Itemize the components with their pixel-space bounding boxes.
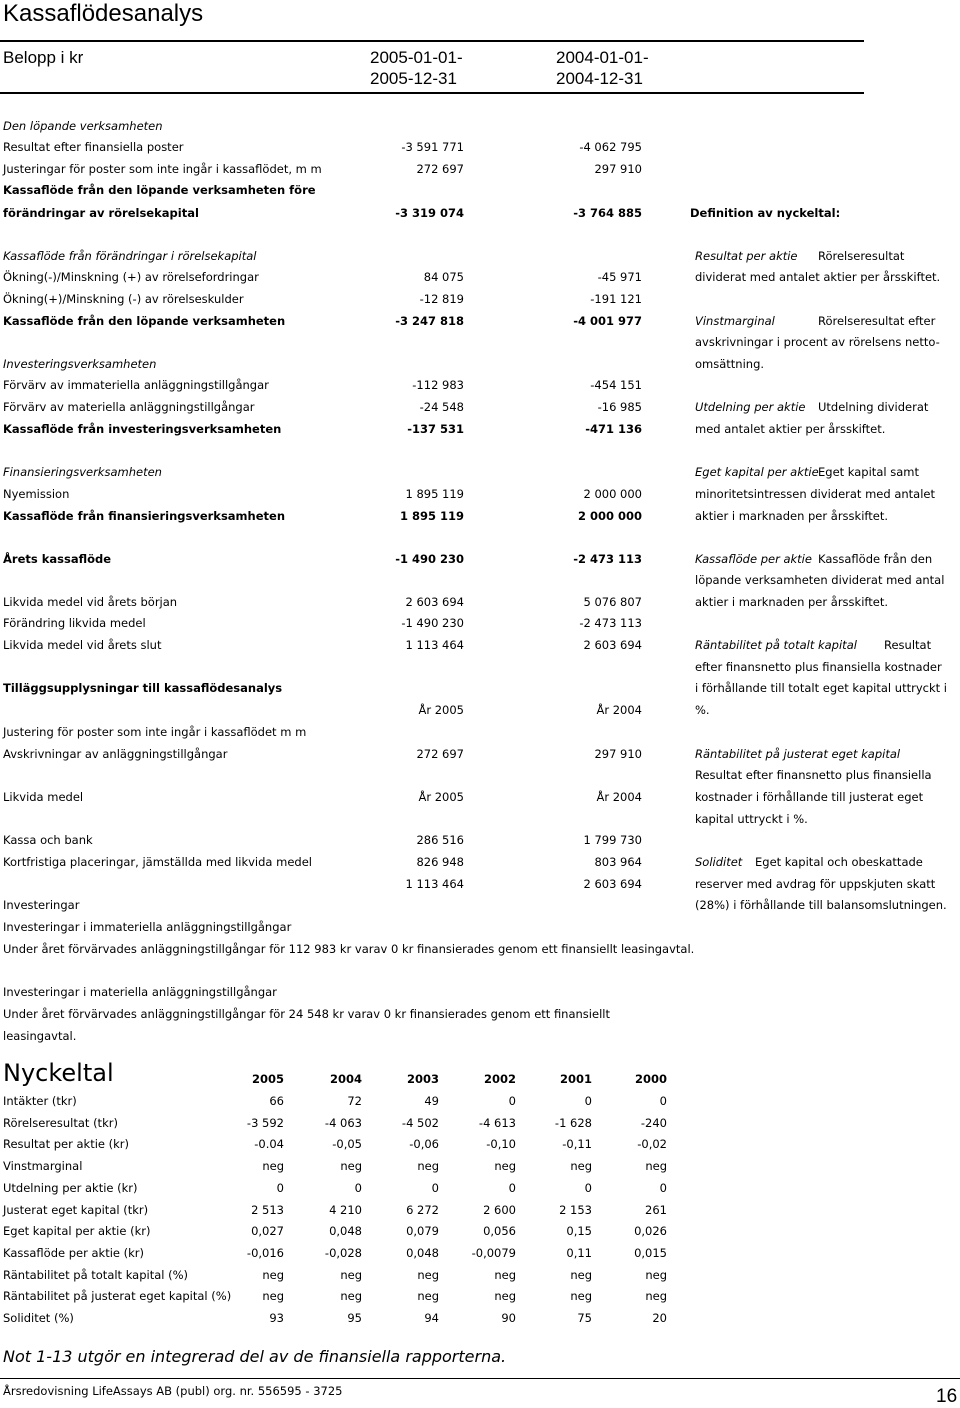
key-figure-value: neg xyxy=(417,1267,439,1282)
value-2005: -24 548 xyxy=(419,400,464,414)
value-2005: År 2005 xyxy=(418,790,464,804)
row-label: Finansieringsverksamheten xyxy=(3,465,162,479)
row-label: Tilläggsupplysningar till kassaflödesanalys xyxy=(3,681,283,695)
key-figure-value: neg xyxy=(417,1289,439,1304)
key-figure-value: 93 xyxy=(269,1311,284,1325)
row-label: Investeringar i materiella anläggningstillgångar xyxy=(3,985,277,999)
definition-text: Vinstmarginal xyxy=(695,314,775,328)
header-rule xyxy=(0,92,864,94)
row-label: Likvida medel xyxy=(3,790,84,804)
value-2004: -4 001 977 xyxy=(573,314,642,328)
key-figure-label: Intäkter (tkr) xyxy=(3,1094,77,1108)
key-figure-value: 0 xyxy=(508,1094,516,1108)
key-figure-value: 6 272 xyxy=(406,1202,439,1217)
key-figure-value: 95 xyxy=(347,1311,362,1325)
definition-text: löpande verksamheten dividerat med antal xyxy=(695,573,945,587)
key-figure-value: -3 592 xyxy=(246,1115,284,1130)
value-2005: -1 490 230 xyxy=(401,616,464,630)
row-label: Avskrivningar av anläggningstillgångar xyxy=(3,747,228,761)
period-2005-start: 2005-01-01- xyxy=(370,48,463,67)
page-title: Kassaflödesanalys xyxy=(3,0,204,27)
notes-statement: Not 1-13 utgör en integrerad del av de finansiella rapporterna. xyxy=(3,1347,507,1366)
value-2005: 826 948 xyxy=(416,855,464,869)
key-figure-value: 0,026 xyxy=(634,1224,667,1239)
key-figure-value: neg xyxy=(262,1267,284,1282)
key-figure-value: -4 613 xyxy=(478,1115,516,1130)
definition-text: Resultat xyxy=(884,638,932,652)
key-figure-value: neg xyxy=(645,1267,667,1282)
definition-text: Resultat per aktie xyxy=(695,249,798,263)
value-2004: År 2004 xyxy=(596,790,642,804)
column-label: Belopp i kr xyxy=(3,48,84,67)
value-2005: -3 247 818 xyxy=(395,314,464,328)
key-figure-value: 0 xyxy=(354,1180,362,1195)
value-2004: 297 910 xyxy=(594,162,642,176)
definition-text: aktier i marknaden per årsskiftet. xyxy=(695,595,888,609)
value-2005: 84 075 xyxy=(423,270,464,284)
key-figure-label: Rörelseresultat (tkr) xyxy=(3,1115,118,1130)
definition-text: reserver med avdrag för uppskjuten skatt xyxy=(695,877,936,891)
row-label: Kortfristiga placeringar, jämställda med likvida medel xyxy=(3,855,312,869)
definition-text: avskrivningar i procent av rörelsens netto- xyxy=(695,335,940,349)
row-label: Kassaflöde från den löpande verksamheten xyxy=(3,314,286,328)
row-label: Kassaflöde från finansieringsverksamheten xyxy=(3,509,286,523)
value-2005: 272 697 xyxy=(416,747,464,761)
value-2004: -2 473 113 xyxy=(573,552,642,566)
key-figure-value: -0,0079 xyxy=(471,1245,516,1260)
row-label: Justeringar för poster som inte ingår i kassaflödet, m m xyxy=(3,162,322,176)
key-figure-value: 72 xyxy=(347,1094,362,1108)
key-figure-value: 0 xyxy=(659,1094,667,1108)
key-figure-value: 0,027 xyxy=(251,1224,284,1239)
key-figure-value: 0 xyxy=(508,1180,516,1195)
row-label: Årets kassaflöde xyxy=(3,552,112,566)
footer-rule xyxy=(0,1378,960,1379)
key-figure-value: 0 xyxy=(584,1094,592,1108)
value-2004: 2 000 000 xyxy=(577,509,642,523)
key-figure-value: neg xyxy=(417,1159,439,1174)
value-2004: 2 603 694 xyxy=(583,638,642,652)
key-figure-value: 49 xyxy=(424,1094,439,1108)
key-figure-label: Soliditet (%) xyxy=(3,1311,74,1325)
definition-text: (28%) i förhållande till balansomslutningen. xyxy=(695,898,947,912)
value-2005: -137 531 xyxy=(407,422,464,436)
year-header: 2002 xyxy=(483,1072,516,1086)
year-header: 2003 xyxy=(406,1072,439,1086)
key-figure-label: Resultat per aktie (kr) xyxy=(3,1137,130,1152)
definition-text: Kassaflöde per aktie xyxy=(695,552,812,566)
definition-text: Utdelning per aktie xyxy=(695,400,806,414)
definition-text: efter finansnetto plus finansiella kostnader xyxy=(695,660,942,674)
key-figure-value: -0,06 xyxy=(409,1137,439,1152)
key-figure-value: neg xyxy=(262,1289,284,1304)
row-label: Investeringsverksamheten xyxy=(3,357,157,371)
period-2005-end: 2005-12-31 xyxy=(370,69,457,88)
key-figure-value: neg xyxy=(340,1159,362,1174)
row-label: Investeringar xyxy=(3,898,80,912)
definition-text: kapital uttryckt i %. xyxy=(695,812,808,826)
key-figure-label: Eget kapital per aktie (kr) xyxy=(3,1224,151,1239)
key-figure-value: neg xyxy=(645,1159,667,1174)
nyckeltal-title: Nyckeltal xyxy=(3,1059,114,1087)
key-figure-value: 0,11 xyxy=(566,1245,592,1260)
key-figure-value: -1 628 xyxy=(554,1115,592,1130)
key-figure-value: 0 xyxy=(431,1180,439,1195)
key-figure-value: -4 502 xyxy=(401,1115,439,1130)
value-2005: -3 319 074 xyxy=(395,206,464,220)
page-number: 16 xyxy=(936,1386,958,1407)
key-figure-value: -0,02 xyxy=(637,1137,667,1152)
definition-text: dividerat med antalet aktier per årsskiftet. xyxy=(695,270,941,284)
key-figure-value: 0,015 xyxy=(634,1245,667,1260)
key-figure-value: 75 xyxy=(577,1311,592,1325)
value-2004: -471 136 xyxy=(585,422,642,436)
key-figure-value: 20 xyxy=(652,1311,667,1325)
value-2004: -191 121 xyxy=(590,292,642,306)
value-2005: 1 895 119 xyxy=(399,509,464,523)
period-2004-start: 2004-01-01- xyxy=(556,48,649,67)
value-2004: -16 985 xyxy=(597,400,642,414)
key-figure-value: 2 600 xyxy=(483,1202,516,1217)
value-2004: -4 062 795 xyxy=(579,140,642,154)
row-label: Kassaflöde från förändringar i rörelsekapital xyxy=(3,249,257,263)
key-figure-value: neg xyxy=(570,1267,592,1282)
value-2004: 2 000 000 xyxy=(583,487,642,501)
row-label: Ökning(-)/Minskning (+) av rörelsefordringar xyxy=(3,270,259,284)
row-label: Justering för poster som inte ingår i kassaflödet m m xyxy=(3,725,307,739)
value-2005: 1 113 464 xyxy=(405,638,464,652)
key-figure-label: Justerat eget kapital (tkr) xyxy=(3,1202,149,1217)
definition-text: Kassaflöde från den xyxy=(818,552,933,566)
key-figure-label: Kassaflöde per aktie (kr) xyxy=(3,1245,144,1260)
year-header: 2001 xyxy=(559,1072,592,1086)
key-figure-label: Räntabilitet på justerat eget kapital (%) xyxy=(3,1289,232,1304)
row-label: Ökning(+)/Minskning (-) av rörelseskulder xyxy=(3,292,244,306)
key-figure-value: 0 xyxy=(659,1180,667,1195)
year-header: 2004 xyxy=(329,1072,362,1086)
definition-text: kostnader i förhållande till justerat eget xyxy=(695,790,924,804)
key-figure-value: 261 xyxy=(645,1202,667,1217)
row-label: Förvärv av materiella anläggningstillgångar xyxy=(3,400,255,414)
definition-text: minoritetsintressen dividerat med antalet xyxy=(695,487,935,501)
title-rule xyxy=(0,40,864,42)
year-header: 2000 xyxy=(634,1072,667,1086)
definition-text: Eget kapital och obeskattade xyxy=(755,855,923,869)
key-figure-value: -240 xyxy=(640,1115,667,1130)
value-2005: -1 490 230 xyxy=(395,552,464,566)
definition-text: omsättning. xyxy=(695,357,765,371)
value-2004: 297 910 xyxy=(594,747,642,761)
row-label: Kassaflöde från investeringsverksamheten xyxy=(3,422,282,436)
definition-text: Definition av nyckeltal: xyxy=(690,206,841,220)
key-figure-value: 94 xyxy=(424,1311,439,1325)
definition-text: Soliditet xyxy=(695,855,743,869)
definition-text: Räntabilitet på justerat eget kapital xyxy=(695,747,901,761)
key-figure-value: -0,016 xyxy=(246,1245,284,1260)
key-figure-value: neg xyxy=(494,1289,516,1304)
value-2005: 286 516 xyxy=(416,833,464,847)
key-figure-value: neg xyxy=(645,1289,667,1304)
key-figure-value: 0 xyxy=(276,1180,284,1195)
row-label: Investeringar i immateriella anläggningstillgångar xyxy=(3,920,292,934)
value-2005: År 2005 xyxy=(418,703,464,717)
row-label: Kassaflöde från den löpande verksamheten före xyxy=(3,183,316,197)
value-2004: -45 971 xyxy=(597,270,642,284)
row-label: Den löpande verksamheten xyxy=(3,119,163,133)
key-figure-value: -0,10 xyxy=(486,1137,516,1152)
key-figure-label: Räntabilitet på totalt kapital (%) xyxy=(3,1267,189,1282)
value-2004: År 2004 xyxy=(596,703,642,717)
value-2004: -3 764 885 xyxy=(573,206,642,220)
row-label: Likvida medel vid årets slut xyxy=(3,638,162,652)
row-label: Likvida medel vid årets början xyxy=(3,595,178,609)
key-figure-value: 0,048 xyxy=(406,1245,439,1260)
value-2005: 272 697 xyxy=(416,162,464,176)
key-figure-value: neg xyxy=(570,1159,592,1174)
key-figure-value: neg xyxy=(570,1289,592,1304)
key-figure-value: neg xyxy=(494,1267,516,1282)
value-2005: -12 819 xyxy=(419,292,464,306)
key-figure-value: -4 063 xyxy=(324,1115,362,1130)
value-2004: 1 799 730 xyxy=(583,833,642,847)
key-figure-value: 0,056 xyxy=(483,1224,516,1239)
key-figure-value: 66 xyxy=(269,1094,284,1108)
key-figure-label: Vinstmarginal xyxy=(3,1159,83,1174)
key-figure-value: 0 xyxy=(584,1180,592,1195)
key-figure-value: -0.04 xyxy=(254,1137,284,1152)
value-2004: 803 964 xyxy=(594,855,642,869)
key-figure-value: neg xyxy=(494,1159,516,1174)
value-2005: 1 113 464 xyxy=(405,877,464,891)
key-figure-value: neg xyxy=(340,1289,362,1304)
definition-text: aktier i marknaden per årsskiftet. xyxy=(695,509,888,523)
definition-text: Eget kapital samt xyxy=(818,465,919,479)
row-label: Förändring likvida medel xyxy=(3,616,146,630)
key-figure-value: -0,028 xyxy=(324,1245,362,1260)
key-figure-value: 4 210 xyxy=(329,1202,362,1217)
definition-text: Räntabilitet på totalt kapital xyxy=(695,638,857,652)
row-label: förändringar av rörelsekapital xyxy=(3,206,199,220)
definition-text: i förhållande till totalt eget kapital uttryckt i xyxy=(695,681,947,695)
key-figure-value: 0,048 xyxy=(329,1224,362,1239)
value-2004: 5 076 807 xyxy=(583,595,642,609)
row-label: leasingavtal. xyxy=(3,1029,77,1043)
value-2004: 2 603 694 xyxy=(583,877,642,891)
row-label: Kassa och bank xyxy=(3,833,93,847)
value-2005: -112 983 xyxy=(412,378,464,392)
footer-company: Årsredovisning LifeAssays AB (publ) org. nr. 556595 - 3725 xyxy=(3,1384,343,1398)
definition-text: Rörelseresultat efter xyxy=(818,314,936,328)
key-figure-value: -0,05 xyxy=(332,1137,362,1152)
key-figure-label: Utdelning per aktie (kr) xyxy=(3,1180,138,1195)
value-2005: -3 591 771 xyxy=(401,140,464,154)
row-label: Nyemission xyxy=(3,487,70,501)
definition-text: %. xyxy=(695,703,710,717)
row-label: Förvärv av immateriella anläggningstillgångar xyxy=(3,378,269,392)
key-figure-value: 0,15 xyxy=(566,1224,592,1239)
row-label: Under året förvärvades anläggningstillgångar för 24 548 kr varav 0 kr finansierades genom ett finansiellt xyxy=(3,1007,610,1021)
key-figure-value: neg xyxy=(340,1267,362,1282)
key-figure-value: 90 xyxy=(501,1311,516,1325)
definition-text: Utdelning dividerat xyxy=(818,400,929,414)
value-2004: -454 151 xyxy=(590,378,642,392)
key-figure-value: 0,079 xyxy=(406,1224,439,1239)
value-2005: 1 895 119 xyxy=(405,487,464,501)
period-2004-end: 2004-12-31 xyxy=(556,69,643,88)
row-label: Resultat efter finansiella poster xyxy=(3,140,184,154)
year-header: 2005 xyxy=(251,1072,284,1086)
definition-text: Eget kapital per aktie xyxy=(695,465,819,479)
key-figure-value: -0,11 xyxy=(562,1137,592,1152)
key-figure-value: 2 513 xyxy=(251,1202,284,1217)
key-figure-value: 2 153 xyxy=(559,1202,592,1217)
value-2004: -2 473 113 xyxy=(579,616,642,630)
definition-text: Rörelseresultat xyxy=(818,249,905,263)
value-2005: 2 603 694 xyxy=(405,595,464,609)
definition-text: Resultat efter finansnetto plus finansiella xyxy=(695,768,932,782)
row-label: Under året förvärvades anläggningstillgångar för 112 983 kr varav 0 kr finansierades genom ett finansiellt leasingavtal. xyxy=(3,942,695,956)
definition-text: med antalet aktier per årsskiftet. xyxy=(695,422,886,436)
key-figure-value: neg xyxy=(262,1159,284,1174)
